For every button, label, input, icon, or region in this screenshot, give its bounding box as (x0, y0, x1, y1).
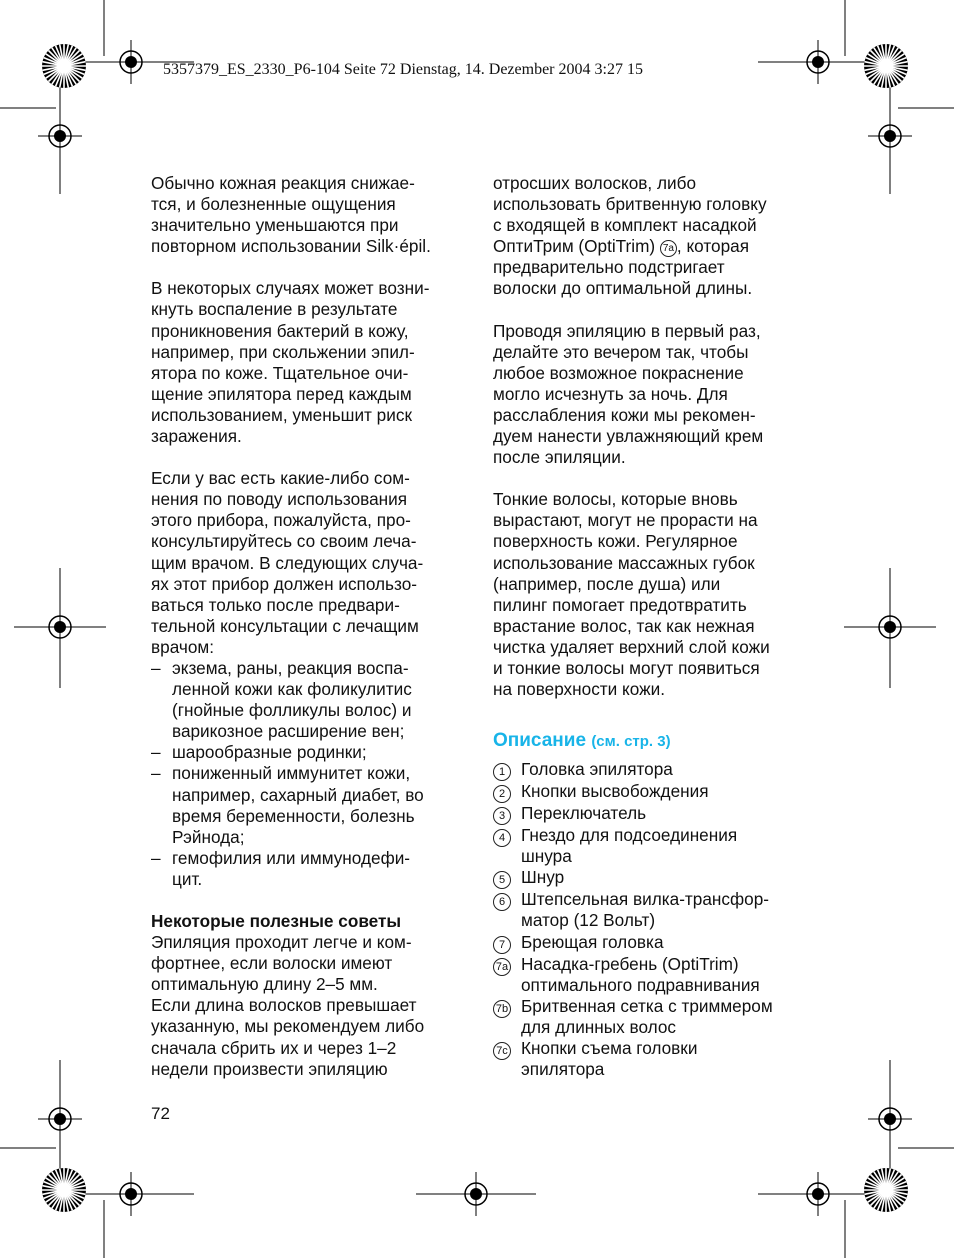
text-line: (гнойные фолликулы волос) и (172, 700, 412, 721)
text-line: ях этот прибор должен использо- (151, 573, 417, 594)
item-number-circle: 7 (493, 936, 511, 954)
list-item (151, 763, 481, 847)
text-line: на поверхности кожи. (493, 679, 665, 700)
dash-marker: – (151, 657, 161, 678)
paragraph-ingrown-hair (493, 489, 813, 700)
section-title-text: Описание (493, 730, 587, 752)
page-number: 72 (151, 1104, 170, 1123)
parts-list-item (493, 803, 813, 825)
text-line: нения по поводу использования (151, 489, 408, 510)
left-column (151, 173, 481, 1080)
text-line: оптимального подравнивания (521, 974, 760, 995)
text-line: фортнее, если волоски имеют (151, 953, 393, 974)
item-label (521, 1038, 697, 1080)
item-label (521, 996, 773, 1038)
text-line: чистка удаляет верхний слой кожи (493, 636, 770, 657)
dash-marker: – (151, 847, 161, 868)
parts-list-item (493, 889, 813, 931)
dash-marker: – (151, 763, 161, 784)
text-line: использованием, уменьшит риск (151, 404, 412, 425)
item-number-circle: 5 (493, 871, 511, 889)
text-line: пониженный иммунитет кожи, (172, 763, 411, 784)
text-line: ленной кожи как фоликулитис (172, 679, 412, 700)
text-line: Гнездо для подсоединения (521, 825, 738, 846)
text-line: матор (12 Вольт) (521, 910, 656, 931)
text-line: щение эпилятора перед каждым (151, 383, 412, 404)
text-line: значительно уменьшаются при (151, 215, 399, 236)
text-line: Бреющая головка (521, 931, 664, 952)
paragraph-consult-doctor (151, 468, 481, 658)
text-line: после эпиляции. (493, 447, 626, 468)
item-number (493, 1038, 521, 1080)
text-line: врастание волос, так как нежная (493, 615, 755, 636)
parts-list-item (493, 1038, 813, 1080)
text-line: могло исчезнуть за ночь. Для (493, 383, 728, 404)
print-header: 5357379_ES_2330_P6-104 Seite 72 Dienstag, 14. Dezember 2004 3:27 15 (163, 61, 643, 78)
text-line: любое возможное покраснение (493, 362, 744, 383)
text-line: врачом: (151, 636, 214, 657)
text-line: Если у вас есть какие-либо сом- (151, 468, 410, 489)
item-number (493, 781, 521, 803)
text-line: использование массажных губок (493, 552, 755, 573)
section-title-ref: (см. стр. 3) (591, 733, 671, 751)
item-number (493, 759, 521, 781)
text-line: Насадка-гребень (OptiTrim) (521, 953, 739, 974)
paragraph-tips (151, 932, 481, 1080)
text-line: (например, после душа) или (493, 573, 721, 594)
text-line: цит. (172, 868, 203, 889)
tips-heading: Некоторые полезные советы (151, 911, 402, 931)
item-number (493, 889, 521, 931)
list-item (151, 658, 481, 742)
section-title-description (493, 728, 813, 755)
text-line: предварительно подстригает (493, 257, 725, 278)
item-number-circle: 1 (493, 763, 511, 781)
text-line: кнуть воспаление в результате (151, 299, 398, 320)
parts-list (493, 759, 813, 1080)
parts-list-item (493, 867, 813, 889)
text-line: например, при скольжении эпил- (151, 341, 415, 362)
text-line: Тонкие волосы, которые вновь (493, 489, 738, 510)
text-line: Штепсельная вилка-трансфор- (521, 889, 769, 910)
item-label (521, 889, 769, 931)
item-number (493, 867, 521, 889)
item-label (521, 954, 760, 996)
text-line: для длинных волос (521, 1016, 676, 1037)
text-line: Рэйнода; (172, 826, 245, 847)
text-line: указанную, мы рекомендуем либо (151, 1016, 425, 1037)
parts-list-item (493, 825, 813, 867)
item-number (493, 996, 521, 1038)
text-line: например, сахарный диабет, во (172, 784, 424, 805)
text-line: тся, и болезненные ощущения (151, 194, 396, 215)
item-number-circle: 3 (493, 807, 511, 825)
text-line: гемофилия или иммунодефи- (172, 847, 411, 868)
item-number-circle: 7a (493, 958, 511, 976)
item-number-circle: 7b (493, 1000, 511, 1018)
parts-list-item (493, 932, 813, 954)
paragraph-skin-reaction (151, 173, 481, 257)
text-line: экзема, раны, реакция воспа- (172, 657, 409, 678)
item-label (521, 867, 564, 889)
item-number (493, 932, 521, 954)
text-line: Эпиляция проходит легче и ком- (151, 932, 412, 953)
text-line: пилинг помогает предотвратить (493, 594, 747, 615)
text-line: Головка эпилятора (521, 759, 673, 780)
text-line: тельной консультации с лечащим (151, 615, 419, 636)
text-line: вырастают, могут не прорасти на (493, 510, 758, 531)
text-line: отросших волосков, либо (493, 173, 697, 193)
text-line: оптимальную длину 2–5 мм. (151, 974, 378, 995)
item-label (521, 781, 709, 803)
item-number (493, 803, 521, 825)
text-line: В некоторых случаях может возни- (151, 278, 430, 299)
text-line: время беременности, болезнь (172, 805, 415, 826)
parts-list-item (493, 781, 813, 803)
text-line: ОптиТрим (OptiTrim) (493, 236, 660, 257)
paragraph-first-time (493, 321, 813, 469)
text-line: проникновения бактерий в кожу, (151, 320, 409, 341)
text-line: делайте это вечером так, чтобы (493, 341, 749, 362)
list-item (151, 848, 481, 890)
text-line: расслабления кожи мы рекомен- (493, 404, 756, 425)
text-line: дуем нанести увлажняющий крем (493, 426, 764, 447)
paragraph-optitrim (493, 173, 813, 300)
right-column (493, 173, 813, 1080)
item-label (521, 803, 646, 825)
paragraph-inflammation (151, 278, 481, 447)
text-line: щим врачом. В следующих случа- (151, 552, 424, 573)
item-number (493, 825, 521, 867)
text-line: ваться только после предвари- (151, 594, 400, 615)
text-line: консультируйтесь со своим леча- (151, 531, 417, 552)
text-line: поверхность кожи. Регулярное (493, 531, 738, 552)
text-line: , которая (676, 236, 750, 257)
item-number-circle: 7c (493, 1042, 511, 1060)
item-number (493, 954, 521, 996)
item-number-circle: 4 (493, 829, 511, 847)
text-line: сначала сбрить их и через 1–2 (151, 1037, 397, 1058)
item-label (521, 932, 664, 954)
item-label (521, 825, 737, 867)
item-label (521, 759, 673, 781)
text-line: варикозное расширение вен; (172, 721, 405, 742)
text-line: ятора по коже. Тщательное очи- (151, 362, 409, 383)
text-line: Обычно кожная реакция снижае- (151, 173, 415, 193)
parts-list-item (493, 759, 813, 781)
text-line: использовать бритвенную головку (493, 194, 767, 215)
dash-marker: – (151, 742, 161, 763)
text-line: шнура (521, 846, 572, 867)
text-line: эпилятора (521, 1059, 605, 1079)
item-number-circle: 6 (493, 893, 511, 911)
text-line: Проводя эпиляцию в первый раз, (493, 320, 761, 341)
text-line: заражения. (151, 426, 242, 447)
text-line: Бритвенная сетка с триммером (521, 995, 773, 1016)
item-ref-marker: 7a (660, 240, 677, 257)
text-line: шарообразные родинки; (172, 742, 367, 763)
text-line: волоски до оптимальной длины. (493, 278, 753, 299)
text-line: Кнопки съема головки (521, 1037, 698, 1058)
item-number-circle: 2 (493, 785, 511, 803)
text-line: с входящей в комплект насадкой (493, 215, 757, 236)
parts-list-item (493, 996, 813, 1038)
text-line: и тонкие волосы могут появиться (493, 657, 760, 678)
text-line: Если длина волосков превышает (151, 995, 417, 1016)
text-line: недели произвести эпиляцию (151, 1058, 388, 1079)
text-line: Переключатель (521, 803, 647, 824)
text-line: повторном использовании Silk·épil. (151, 236, 431, 257)
text-line: Шнур (521, 867, 565, 888)
text-line: этого прибора, пожалуйста, про- (151, 510, 411, 531)
list-item (151, 742, 481, 763)
parts-list-item (493, 954, 813, 996)
text-line: Кнопки высвобождения (521, 781, 709, 802)
